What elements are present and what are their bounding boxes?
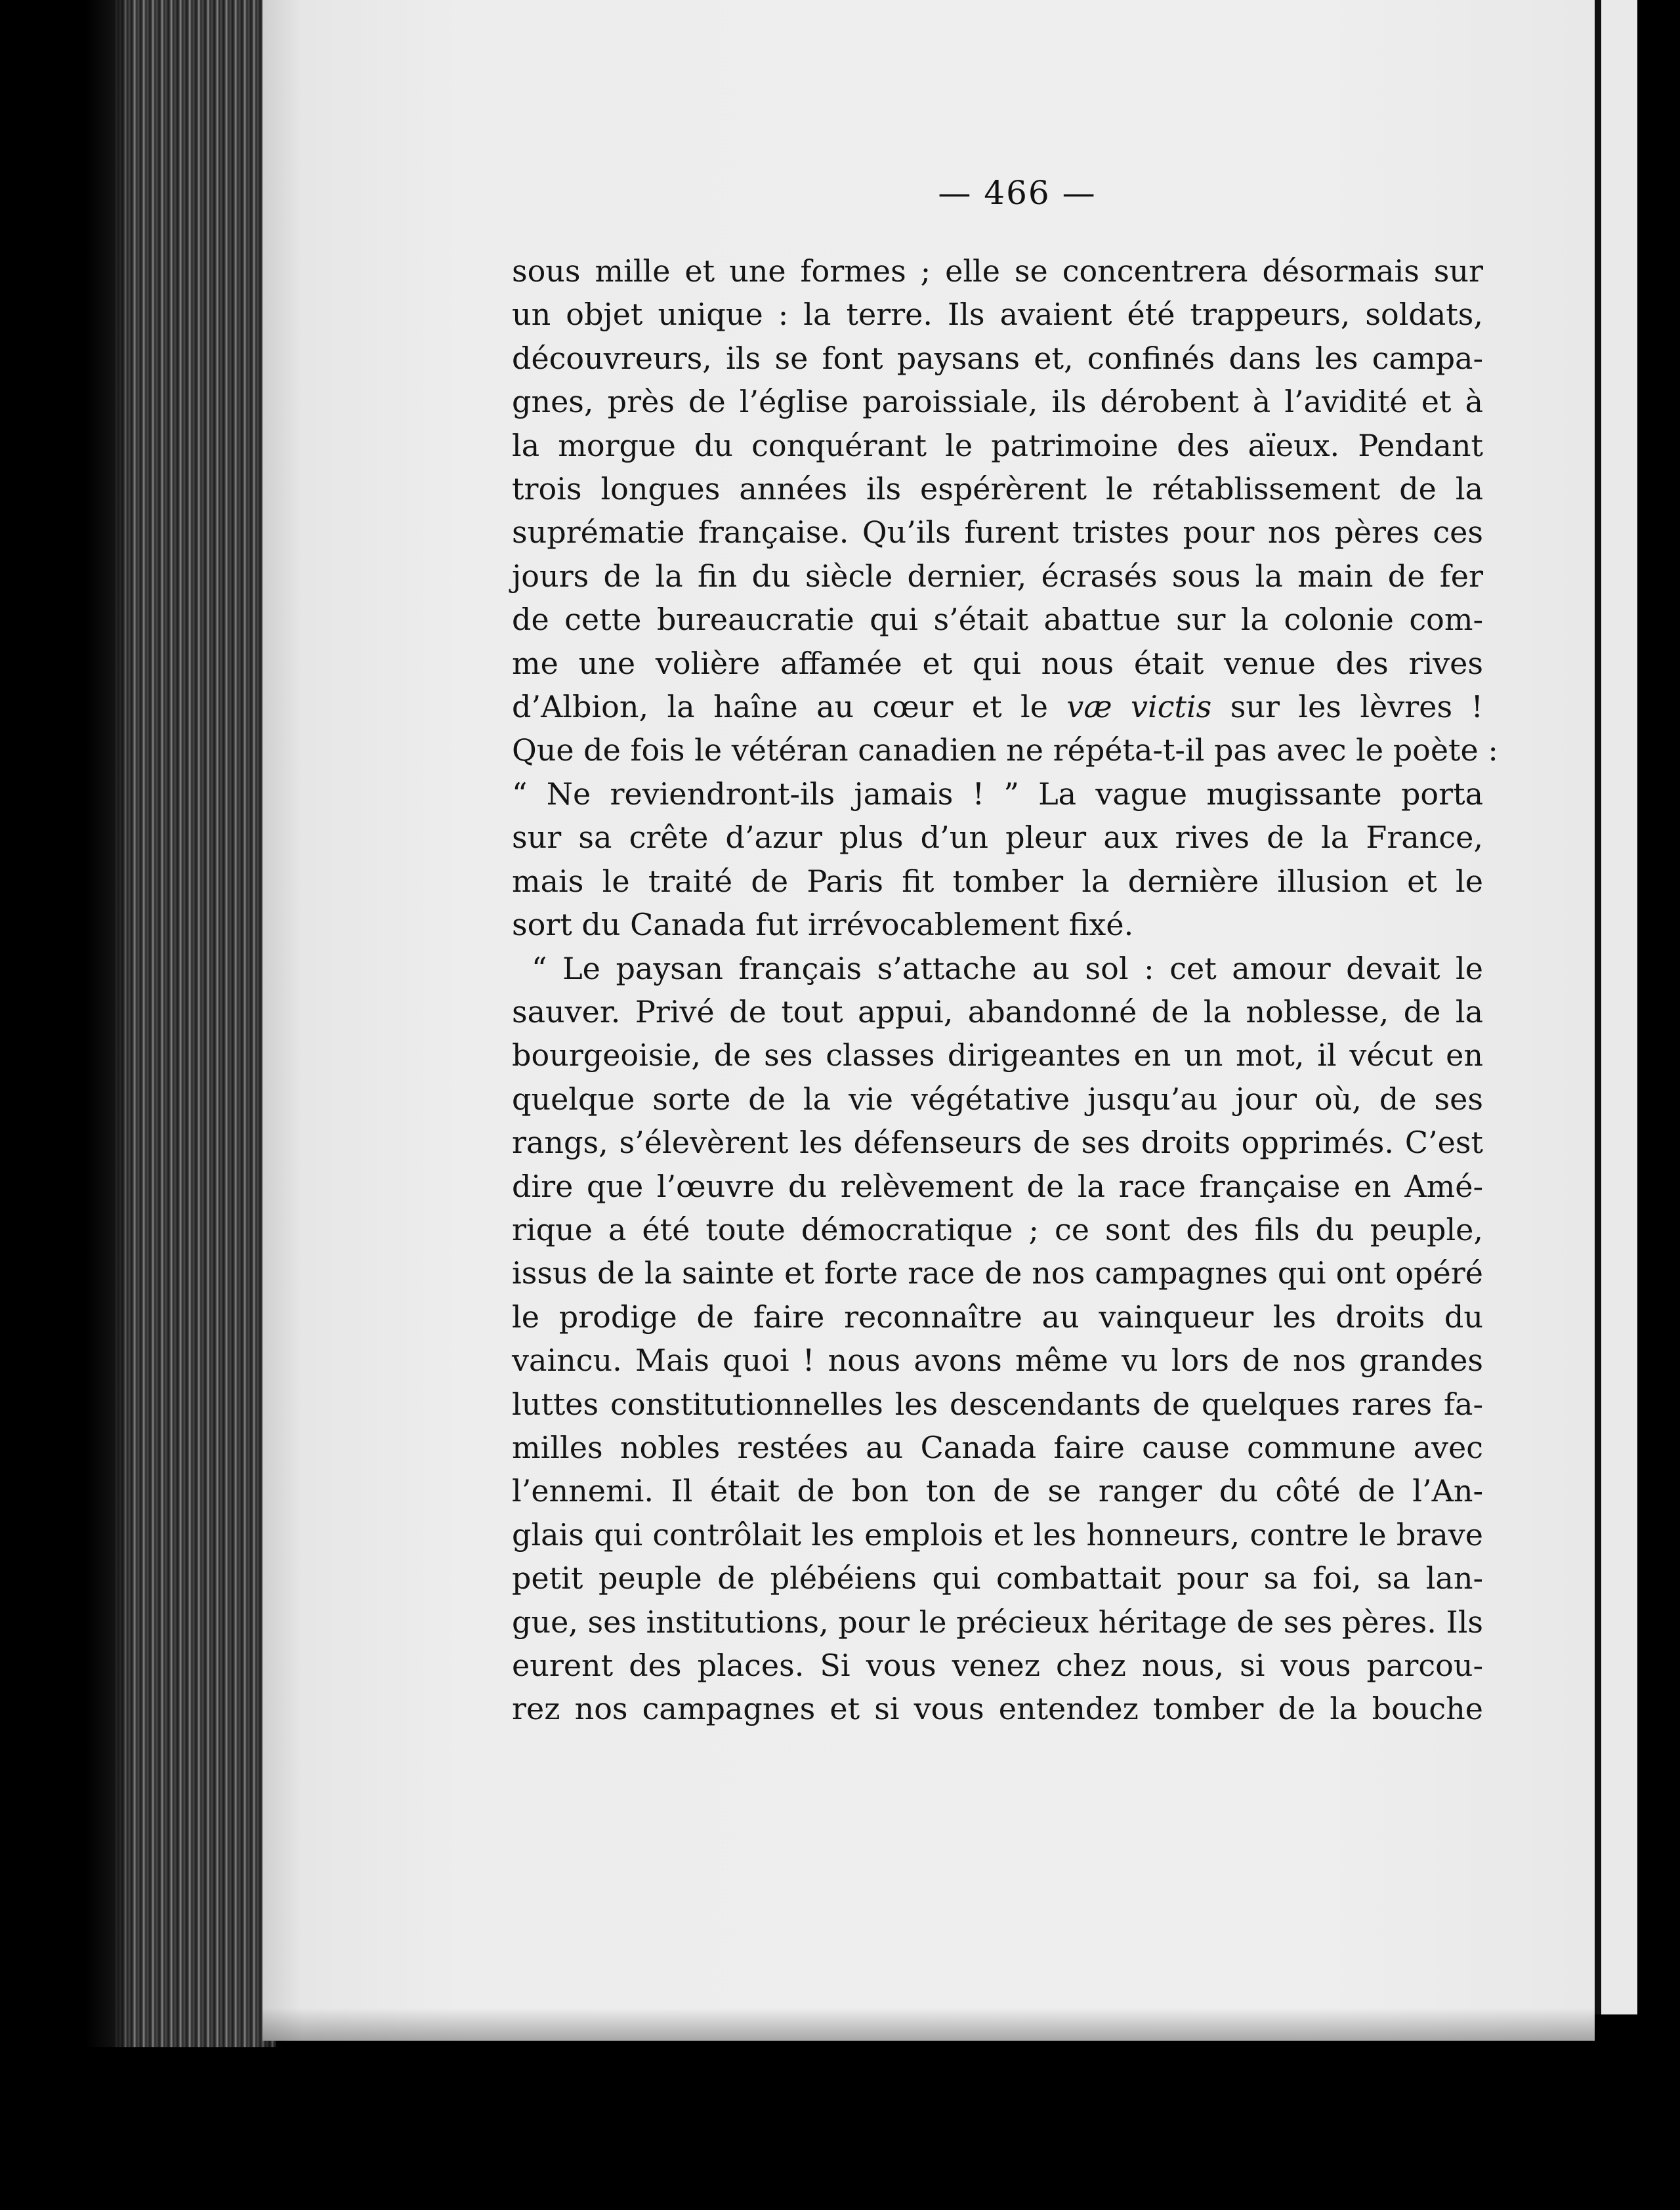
text-line: sur sa crête d’azur plus d’un pleur aux rives de la France, xyxy=(512,820,1483,856)
text-line: luttes constitutionnelles les descendants de quelques rares fa- xyxy=(512,1386,1483,1422)
text-line: rique a été toute démocratique ; ce sont des fils du peuple, xyxy=(512,1211,1483,1247)
text-line: rangs, s’élevèrent les défenseurs de ses droits opprimés. C’est xyxy=(512,1125,1483,1161)
text-line: gnes, près de l’église paroissiale, ils dérobent à l’avidité et à xyxy=(512,384,1483,420)
text-line: eurent des places. Si vous venez chez nous, si vous parcou- xyxy=(512,1648,1483,1683)
text-line: le prodige de faire reconnaître au vainqueur les droits du xyxy=(512,1299,1483,1335)
body-text xyxy=(512,249,1498,1731)
text-line: sous mille et une formes ; elle se concentrera désormais sur xyxy=(512,253,1483,289)
text-line: suprématie française. Qu’ils furent tristes pour nos pères ces xyxy=(512,514,1483,551)
page-number: — 466 — xyxy=(938,174,1097,212)
text-line: petit peuple de plébéiens qui combattait pour sa foi, sa lan- xyxy=(512,1560,1483,1596)
text-line: “ Ne reviendront-ils jamais ! ” La vague mugissante porta xyxy=(512,776,1483,812)
text-line: de cette bureaucratie qui s’était abattue sur la colonie com- xyxy=(512,602,1483,638)
text-line: la morgue du conquérant le patrimoine des aïeux. Pendant xyxy=(512,427,1483,463)
text-line: issus de la sainte et forte race de nos campagnes qui ont opéré xyxy=(512,1255,1483,1291)
paragraph-start-line: “ Le paysan français s’attache au sol : cet amour devait le xyxy=(532,950,1483,986)
text-line: l’ennemi. Il était de bon ton de se ranger du côté de l’An- xyxy=(512,1473,1483,1509)
text-line: jours de la fin du siècle dernier, écrasés sous la main de fer xyxy=(512,558,1483,594)
text-line-start: d’Albion, la haîne au cœur et le xyxy=(512,689,1067,725)
text-line: gue, ses institutions, pour le précieux héritage de ses pères. Ils xyxy=(512,1604,1484,1640)
text-line: un objet unique : la terre. Ils avaient été trappeurs, soldats, xyxy=(512,297,1483,333)
text-line: glais qui contrôlait les emplois et les honneurs, contre le brave xyxy=(512,1516,1483,1553)
text-line: Que de fois le vétéran canadien ne répéta-t-il pas avec le poète : xyxy=(512,732,1498,768)
text-line: quelque sorte de la vie végétative jusqu’au jour où, de ses xyxy=(512,1081,1483,1117)
text-line: bourgeoisie, de ses classes dirigeantes en un mot, il vécut en xyxy=(512,1037,1483,1074)
text-line: dire que l’œuvre du relèvement de la race française en Amé- xyxy=(512,1168,1483,1204)
text-line: rez nos campagnes et si vous entendez tomber de la bouche xyxy=(512,1691,1483,1727)
text-line-with-italic xyxy=(512,685,1483,728)
paragraph-end-line: sort du Canada fut irrévocablement fixé. xyxy=(512,907,1134,943)
page-bottom-shadow xyxy=(262,2008,1595,2047)
book-spine-shadow xyxy=(85,0,131,2047)
text-line-end: sur les lèvres ! xyxy=(1211,689,1483,725)
facing-page-strip xyxy=(1595,0,1637,2014)
text-line: me une volière affamée et qui nous était venue des rives xyxy=(512,645,1483,681)
text-line: mais le traité de Paris fit tomber la dernière illusion et le xyxy=(512,863,1483,899)
text-line: sauver. Privé de tout appui, abandonné de la noblesse, de la xyxy=(512,993,1483,1030)
italic-phrase: væ victis xyxy=(1066,689,1212,725)
text-line: vaincu. Mais quoi ! nous avons même vu lors de nos grandes xyxy=(512,1343,1483,1379)
text-line: milles nobles restées au Canada faire cause commune avec xyxy=(512,1429,1483,1465)
text-line: découvreurs, ils se font paysans et, confinés dans les campa- xyxy=(512,340,1483,376)
text-line: trois longues années ils espérèrent le rétablissement de la xyxy=(512,471,1483,507)
